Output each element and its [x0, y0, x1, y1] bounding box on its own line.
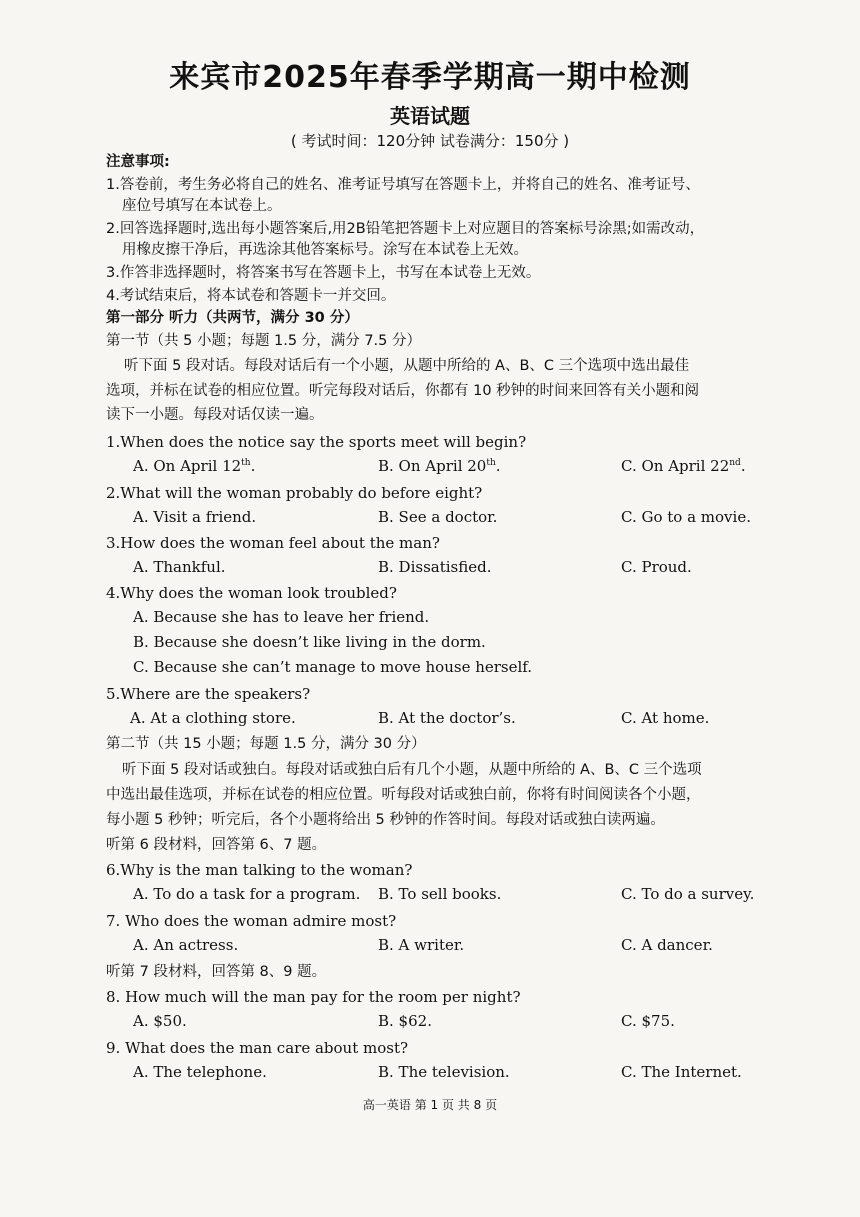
question-1-option-a: A. On April 12th. — [133, 457, 256, 475]
question-5-option-a: A. At a clothing store. — [130, 709, 296, 727]
notice-item: 1.答卷前，考生务必将自己的姓名、准考证号填写在答题卡上，并将自己的姓名、准考证号、 — [106, 177, 700, 193]
notice-heading: 注意事项: — [106, 154, 170, 170]
notice-item: 座位号填写在本试卷上。 — [122, 198, 282, 214]
question-7-option-b: B. A writer. — [378, 936, 465, 954]
section2-instructions: 每小题 5 秒钟；听完后，各个小题将给出 5 秒钟的作答时间。每段对话或独白读两遍。 — [106, 812, 665, 828]
question-5-stem: 5.Where are the speakers? — [106, 685, 311, 703]
question-2-option-a: A. Visit a friend. — [133, 508, 257, 526]
section1-instructions: 选项，并标在试卷的相应位置。听完每段对话后，你都有 10 秒钟的时间来回答有关小题和阅 — [106, 383, 700, 399]
section2-heading: 第二节（共 15 小题；每题 1.5 分，满分 30 分） — [106, 736, 426, 752]
question-4-stem: 4.Why does the woman look troubled? — [106, 584, 397, 602]
question-6-option-b: B. To sell books. — [378, 885, 502, 903]
notice-item: 3.作答非选择题时，将答案书写在答题卡上，书写在本试卷上无效。 — [106, 265, 541, 281]
question-4-option-c: C. Because she can’t manage to move house herself. — [133, 658, 533, 676]
page-footer: 高一英语 第 1 页 共 8 页 — [362, 1098, 498, 1112]
material-6-intro: 听第 6 段材料，回答第 6、7 题。 — [106, 837, 327, 853]
material-7-intro: 听第 7 段材料，回答第 8、9 题。 — [106, 964, 327, 980]
question-3-option-b: B. Dissatisfied. — [378, 558, 492, 576]
notice-item: 用橡皮擦干净后，再选涂其他答案标号。涂写在本试卷上无效。 — [122, 242, 528, 258]
question-1-option-b: B. On April 20th. — [378, 457, 501, 475]
exam-info: ( 考试时间：120分钟 试卷满分：150分 ) — [290, 132, 570, 150]
section1-heading: 第一节（共 5 小题；每题 1.5 分，满分 7.5 分） — [106, 333, 421, 349]
question-1-stem: 1.When does the notice say the sports meet will begin? — [106, 433, 527, 451]
notice-item: 2.回答选择题时,选出每小题答案后,用2B铅笔把答题卡上对应题目的答案标号涂黑;如需改动， — [106, 221, 705, 237]
question-7-option-a: A. An actress. — [133, 936, 239, 954]
question-9-option-c: C. The Internet. — [621, 1063, 742, 1081]
page-title: 来宾市2025年春季学期高一期中检测 — [169, 60, 691, 95]
question-3-option-a: A. Thankful. — [133, 558, 226, 576]
question-9-stem: 9. What does the man care about most? — [106, 1039, 409, 1057]
question-3-option-c: C. Proud. — [621, 558, 692, 576]
question-2-stem: 2.What will the woman probably do before eight? — [106, 484, 483, 502]
section1-instructions: 听下面 5 段对话。每段对话后有一个小题，从题中所给的 A、B、C 三个选项中选出最佳 — [124, 358, 690, 374]
question-8-option-c: C. $75. — [621, 1012, 675, 1030]
question-7-stem: 7. Who does the woman admire most? — [106, 912, 397, 930]
question-7-option-c: C. A dancer. — [621, 936, 713, 954]
subject-title: 英语试题 — [390, 104, 470, 128]
question-6-option-a: A. To do a task for a program. — [133, 885, 361, 903]
section1-instructions: 读下一小题。每段对话仅读一遍。 — [106, 407, 324, 423]
question-8-stem: 8. How much will the man pay for the room per night? — [106, 988, 521, 1006]
notice-item: 4.考试结束后，将本试卷和答题卡一并交回。 — [106, 288, 396, 304]
section2-instructions: 听下面 5 段对话或独白。每段对话或独白后有几个小题，从题中所给的 A、B、C 三个选项 — [122, 762, 702, 778]
question-2-option-c: C. Go to a movie. — [621, 508, 751, 526]
question-5-option-c: C. At home. — [621, 709, 710, 727]
question-5-option-b: B. At the doctor’s. — [378, 709, 516, 727]
question-3-stem: 3.How does the woman feel about the man? — [106, 534, 440, 552]
question-8-option-b: B. $62. — [378, 1012, 432, 1030]
section2-instructions: 中选出最佳选项，并标在试卷的相应位置。听每段对话或独白前，你将有时间阅读各个小题， — [106, 787, 701, 803]
question-1-option-c: C. On April 22nd. — [621, 457, 746, 475]
question-9-option-a: A. The telephone. — [133, 1063, 267, 1081]
question-4-option-b: B. Because she doesn’t like living in the dorm. — [133, 633, 486, 651]
question-8-option-a: A. $50. — [133, 1012, 187, 1030]
question-6-option-c: C. To do a survey. — [621, 885, 755, 903]
question-6-stem: 6.Why is the man talking to the woman? — [106, 861, 413, 879]
question-2-option-b: B. See a doctor. — [378, 508, 498, 526]
question-4-option-a: A. Because she has to leave her friend. — [133, 608, 430, 626]
part1-heading: 第一部分 听力（共两节，满分 30 分） — [106, 310, 359, 326]
question-9-option-b: B. The television. — [378, 1063, 510, 1081]
